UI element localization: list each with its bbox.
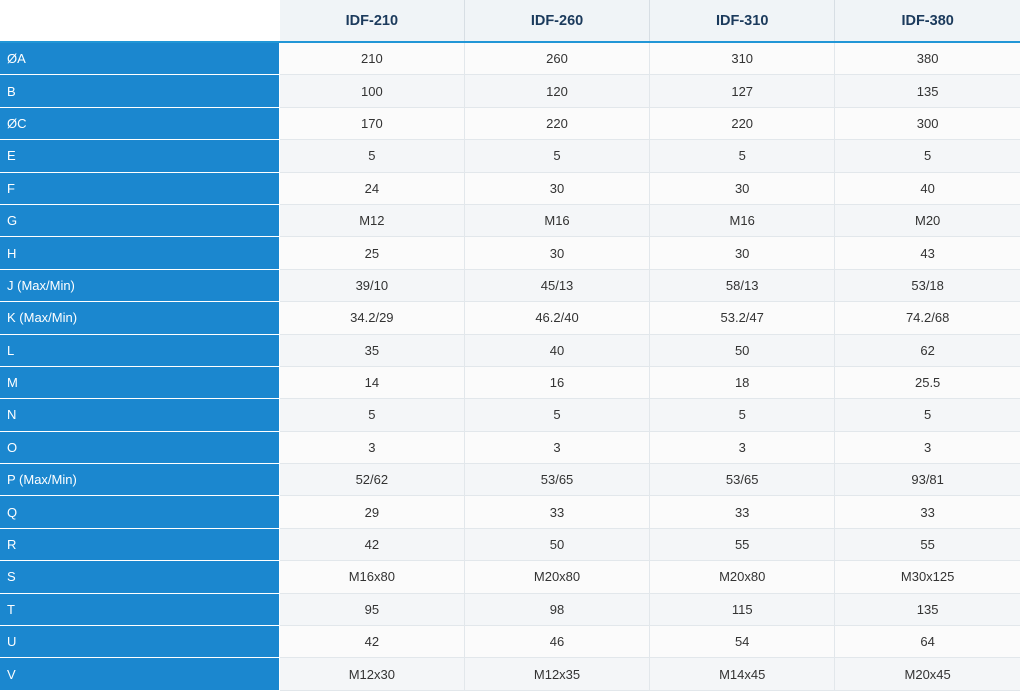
table-cell: 5 — [279, 140, 464, 172]
table-cell: M20 — [835, 204, 1020, 236]
table-row — [0, 140, 1020, 172]
table-cell: 5 — [464, 140, 649, 172]
table-cell: 5 — [835, 399, 1020, 431]
table-cell: 310 — [650, 42, 835, 75]
column-header-idf-380: IDF-380 — [835, 0, 1020, 42]
table-cell: 5 — [835, 140, 1020, 172]
header-row — [0, 0, 1020, 42]
table-cell: M12x30 — [279, 658, 464, 690]
table-cell: 300 — [835, 107, 1020, 139]
row-label: E — [0, 140, 279, 172]
table-cell: 43 — [835, 237, 1020, 269]
table-cell: 25.5 — [835, 366, 1020, 398]
table-row — [0, 399, 1020, 431]
table-row — [0, 431, 1020, 463]
table-cell: 30 — [464, 237, 649, 269]
table-row — [0, 496, 1020, 528]
table-cell: 42 — [279, 528, 464, 560]
table-row — [0, 626, 1020, 658]
row-label: T — [0, 593, 279, 625]
table-cell: 33 — [835, 496, 1020, 528]
table-cell: 24 — [279, 172, 464, 204]
table-cell: 52/62 — [279, 464, 464, 496]
table-row — [0, 172, 1020, 204]
table-cell: 74.2/68 — [835, 302, 1020, 334]
table-cell: 5 — [650, 399, 835, 431]
table-cell: 120 — [464, 75, 649, 107]
table-cell: 30 — [650, 172, 835, 204]
table-cell: M20x80 — [650, 561, 835, 593]
row-label: ØC — [0, 107, 279, 139]
table-cell: 170 — [279, 107, 464, 139]
table-cell: 33 — [650, 496, 835, 528]
table-cell: 98 — [464, 593, 649, 625]
table-cell: 127 — [650, 75, 835, 107]
table-row — [0, 464, 1020, 496]
table-cell: 14 — [279, 366, 464, 398]
table-cell: 39/10 — [279, 269, 464, 301]
table-cell: 30 — [650, 237, 835, 269]
table-cell: 55 — [650, 528, 835, 560]
table-cell: 53/65 — [650, 464, 835, 496]
table-cell: M12 — [279, 204, 464, 236]
table-cell: M16 — [650, 204, 835, 236]
table-cell: 50 — [464, 528, 649, 560]
column-header-idf-210: IDF-210 — [279, 0, 464, 42]
table-row — [0, 658, 1020, 690]
table-cell: 50 — [650, 334, 835, 366]
table-cell: 5 — [279, 399, 464, 431]
table-cell: 58/13 — [650, 269, 835, 301]
table-row — [0, 269, 1020, 301]
row-label: L — [0, 334, 279, 366]
table-cell: 220 — [650, 107, 835, 139]
row-label: O — [0, 431, 279, 463]
table-body — [0, 42, 1020, 690]
table-cell: 25 — [279, 237, 464, 269]
table-row — [0, 107, 1020, 139]
table-cell: 380 — [835, 42, 1020, 75]
row-label: U — [0, 626, 279, 658]
table-cell: 16 — [464, 366, 649, 398]
row-label: B — [0, 75, 279, 107]
row-label: K (Max/Min) — [0, 302, 279, 334]
table-cell: M30x125 — [835, 561, 1020, 593]
table-cell: 5 — [650, 140, 835, 172]
table-cell: M16x80 — [279, 561, 464, 593]
column-header-idf-310: IDF-310 — [650, 0, 835, 42]
table-cell: 5 — [464, 399, 649, 431]
table-cell: 54 — [650, 626, 835, 658]
table-row — [0, 42, 1020, 75]
table-cell: 29 — [279, 496, 464, 528]
table-cell: 210 — [279, 42, 464, 75]
table-cell: M12x35 — [464, 658, 649, 690]
table-cell: 100 — [279, 75, 464, 107]
table-corner-cell — [0, 0, 279, 42]
table-cell: 62 — [835, 334, 1020, 366]
table-cell: 53/65 — [464, 464, 649, 496]
table-cell: 260 — [464, 42, 649, 75]
table-cell: 42 — [279, 626, 464, 658]
table-cell: 33 — [464, 496, 649, 528]
row-label: V — [0, 658, 279, 690]
table-cell: 30 — [464, 172, 649, 204]
table-cell: 18 — [650, 366, 835, 398]
row-label: F — [0, 172, 279, 204]
table-cell: 34.2/29 — [279, 302, 464, 334]
table-row — [0, 75, 1020, 107]
table-cell: 46.2/40 — [464, 302, 649, 334]
table-cell: 95 — [279, 593, 464, 625]
table-cell: 220 — [464, 107, 649, 139]
table-cell: 53.2/47 — [650, 302, 835, 334]
table-header — [0, 0, 1020, 42]
table-cell: 45/13 — [464, 269, 649, 301]
table-cell: 93/81 — [835, 464, 1020, 496]
table-row — [0, 593, 1020, 625]
table-cell: M16 — [464, 204, 649, 236]
table-row — [0, 528, 1020, 560]
row-label: N — [0, 399, 279, 431]
row-label: R — [0, 528, 279, 560]
table-cell: 35 — [279, 334, 464, 366]
table-cell: 135 — [835, 75, 1020, 107]
table-cell: 55 — [835, 528, 1020, 560]
table-row — [0, 302, 1020, 334]
table-cell: 3 — [835, 431, 1020, 463]
table-cell: 3 — [464, 431, 649, 463]
table-cell: 3 — [279, 431, 464, 463]
table-row — [0, 237, 1020, 269]
row-label: Q — [0, 496, 279, 528]
table-cell: 53/18 — [835, 269, 1020, 301]
row-label: H — [0, 237, 279, 269]
column-header-idf-260: IDF-260 — [464, 0, 649, 42]
table-cell: 46 — [464, 626, 649, 658]
table-cell: M20x80 — [464, 561, 649, 593]
row-label: G — [0, 204, 279, 236]
row-label: J (Max/Min) — [0, 269, 279, 301]
row-label: ØA — [0, 42, 279, 75]
table-cell: 135 — [835, 593, 1020, 625]
row-label: M — [0, 366, 279, 398]
row-label: S — [0, 561, 279, 593]
table-row — [0, 334, 1020, 366]
table-cell: 3 — [650, 431, 835, 463]
table-row — [0, 561, 1020, 593]
table-cell: M20x45 — [835, 658, 1020, 690]
table-cell: 115 — [650, 593, 835, 625]
table-row — [0, 204, 1020, 236]
row-label: P (Max/Min) — [0, 464, 279, 496]
table-row — [0, 366, 1020, 398]
table-cell: 40 — [835, 172, 1020, 204]
table-cell: 64 — [835, 626, 1020, 658]
table-cell: M14x45 — [650, 658, 835, 690]
table-cell: 40 — [464, 334, 649, 366]
